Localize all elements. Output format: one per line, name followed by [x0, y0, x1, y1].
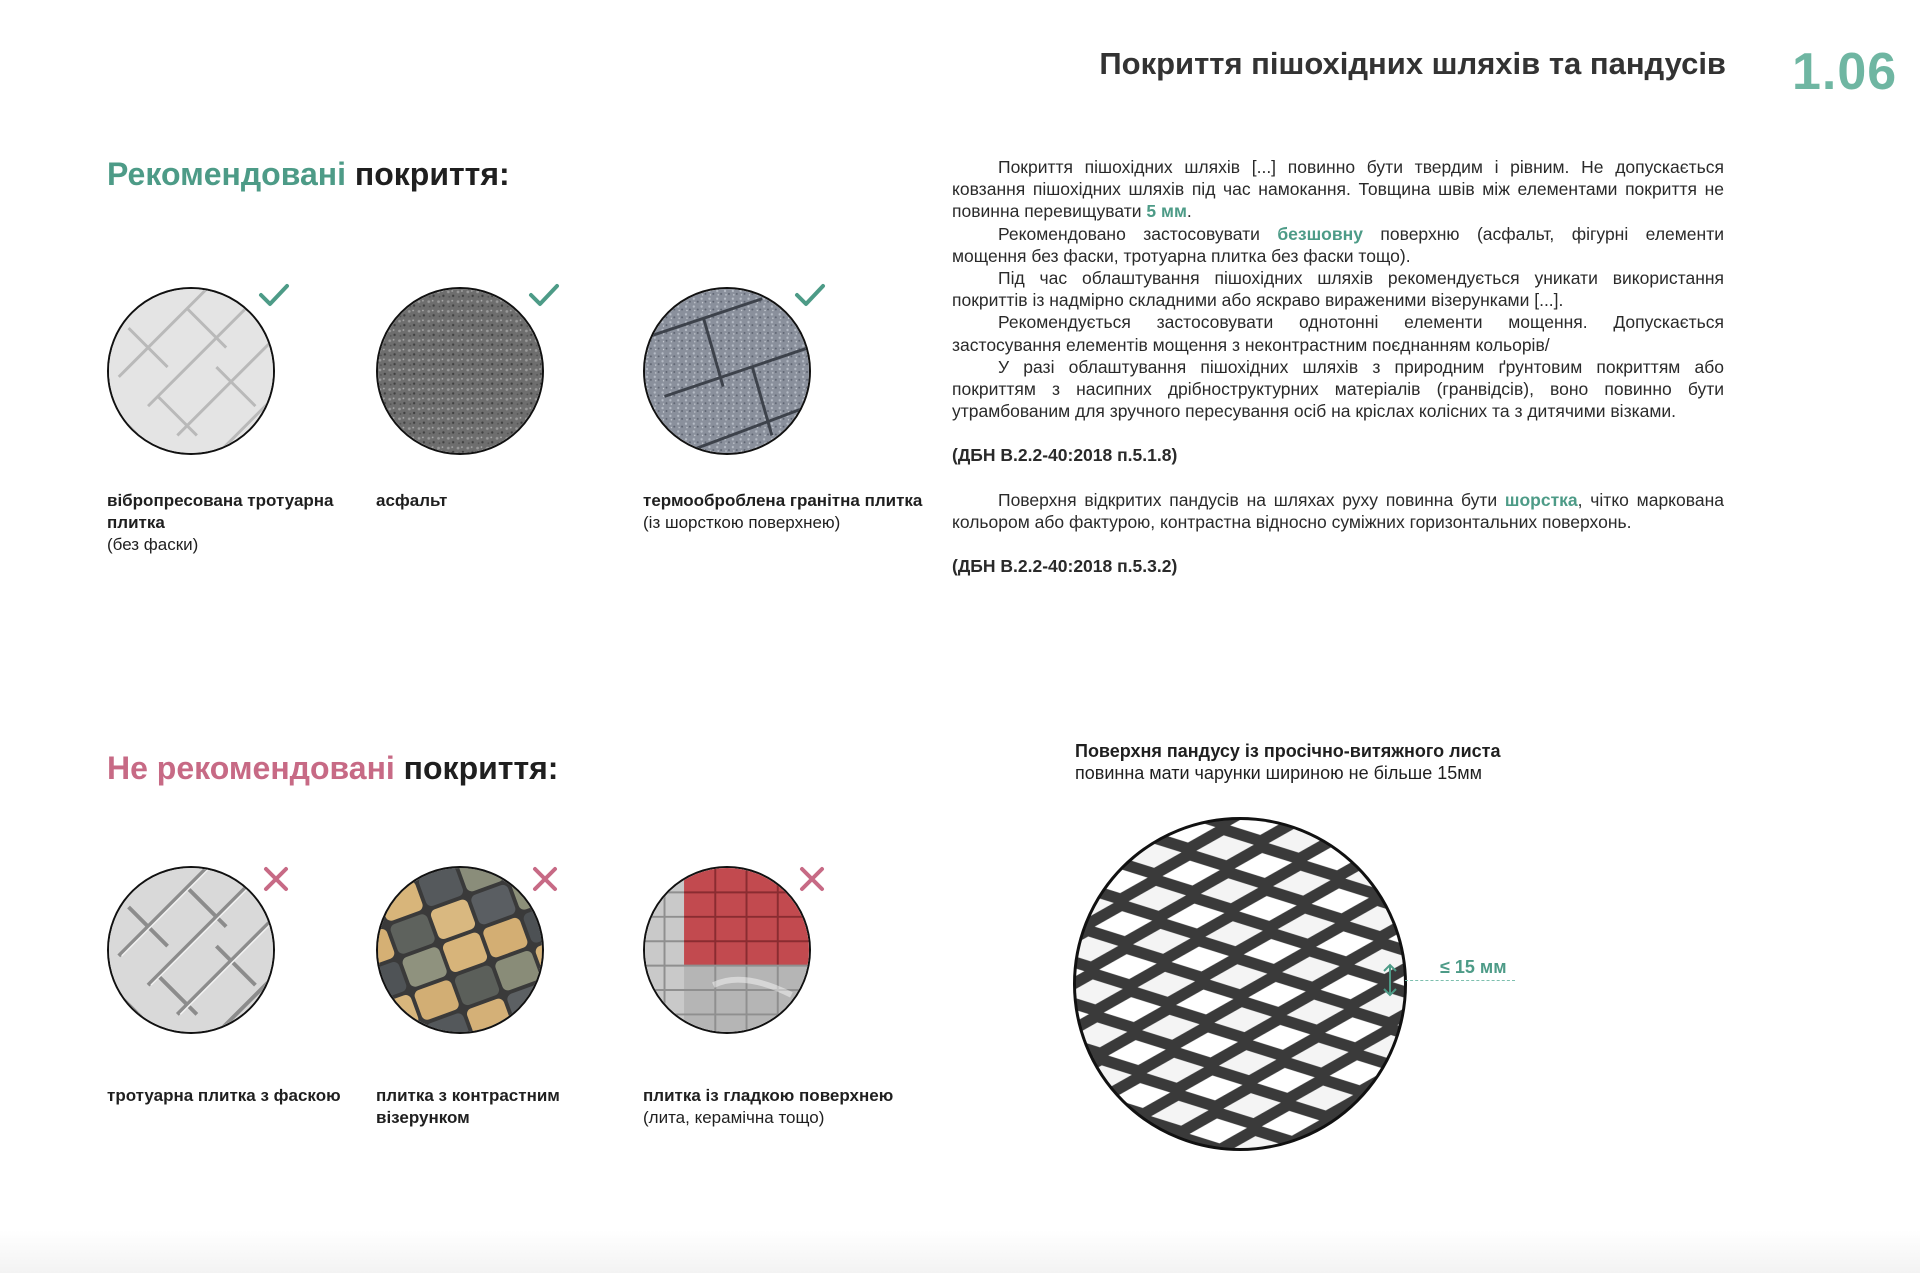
vibropressed-tile-image — [107, 287, 275, 455]
caption-granite-tile — [643, 490, 943, 534]
reference-1: (ДБН В.2.2-40:2018 п.5.1.8) — [952, 445, 1178, 466]
caption-bold: вібропресована тротуарна плитка — [107, 491, 334, 532]
cross-icon — [528, 862, 562, 896]
caption-bold: плитка із гладкою поверхнею — [643, 1086, 894, 1105]
caption-note: (із шорсткою поверхнею) — [643, 513, 841, 532]
mesh-description — [1075, 740, 1500, 784]
reference-2: (ДБН В.2.2-40:2018 п.5.3.2) — [952, 556, 1178, 577]
recommended-heading-rest: покриття: — [354, 156, 510, 192]
not-recommended-heading-accent: Не рекомендовані — [107, 750, 395, 786]
page-number: 1.06 — [1792, 43, 1898, 101]
cross-icon — [259, 862, 293, 896]
recommended-heading — [107, 156, 510, 193]
mesh-subtitle: повинна мати чарунки шириною не більше 15мм — [1075, 763, 1483, 783]
paragraph-2: Рекомендовано застосовувати безшовну поверхню (асфальт, фігурні елементи мощення без фаски, тротуарна плитка без фаски тощо). — [952, 223, 1724, 266]
caption-note: (лита, керамічна тощо) — [643, 1108, 825, 1127]
regulation-text — [952, 156, 1724, 577]
check-icon — [793, 278, 827, 312]
caption-contrast-pattern-tile — [376, 1085, 646, 1129]
not-recommended-heading — [107, 750, 558, 787]
dimension-arrow-icon — [1380, 963, 1400, 997]
caption-bold: асфальт — [376, 491, 448, 510]
dimension-label: ≤ 15 мм — [1440, 957, 1507, 977]
caption-vibropressed-tile — [107, 490, 377, 556]
caption-note: (без фаски) — [107, 535, 199, 554]
paragraph-4: Рекомендується застосовувати однотонні елементи мощення. Допускається застосування елементів мощення з неконтрастним поєднанням кольорів/ — [952, 312, 1724, 355]
caption-bold: плитка з контрастним візерунком — [376, 1086, 560, 1127]
paragraph-5: У разі облаштування пішохідних шляхів з природним ґрунтовим покриттям або покриттям з насипних дрібноструктурних матеріалів (гранвідсів), воно повинно бути утрамбованим для зручного пересування осіб на кріслах колісних та з дитячими візками. — [952, 356, 1724, 422]
check-icon — [257, 278, 291, 312]
not-recommended-heading-rest: покриття: — [403, 750, 559, 786]
page-title: Покриття пішохідних шляхів та пандусів — [1099, 46, 1726, 81]
smooth-tile-image — [643, 866, 811, 1034]
cross-icon — [795, 862, 829, 896]
chamfered-tile-image — [107, 866, 275, 1034]
contrast-pattern-tile-image — [376, 866, 544, 1034]
expanded-metal-mesh-image — [1073, 817, 1407, 1151]
caption-asphalt — [376, 490, 646, 512]
bottom-shadow — [0, 1230, 1920, 1273]
caption-smooth-tile — [643, 1085, 943, 1129]
caption-chamfered-tile — [107, 1085, 377, 1107]
caption-bold: тротуарна плитка з фаскою — [107, 1086, 341, 1105]
granite-tile-image — [643, 287, 811, 455]
dimension-leader-line — [1405, 980, 1515, 981]
paragraph-6: Поверхня відкритих пандусів на шляхах руху повинна бути шорстка, чітко маркована кольором або фактурою, контрастна відносно суміжних горизонтальних поверхонь. — [952, 489, 1724, 532]
mesh-title: Поверхня пандусу із просічно-витяжного листа — [1075, 741, 1501, 761]
check-icon — [527, 278, 561, 312]
asphalt-image — [376, 287, 544, 455]
caption-bold: термооброблена гранітна плитка — [643, 491, 923, 510]
paragraph-3: Під час облаштування пішохідних шляхів рекомендується уникати використання покриттів із надмірно складними або яскраво вираженими візерунками [...]. — [952, 268, 1724, 311]
recommended-heading-accent: Рекомендовані — [107, 156, 346, 192]
paragraph-1: Покриття пішохідних шляхів [...] повинно бути твердим і рівним. Не допускається ковзання пішохідних шляхів під час намокання. Товщина швів між елементами покриття не повинна перевищувати 5 мм. — [952, 157, 1724, 222]
